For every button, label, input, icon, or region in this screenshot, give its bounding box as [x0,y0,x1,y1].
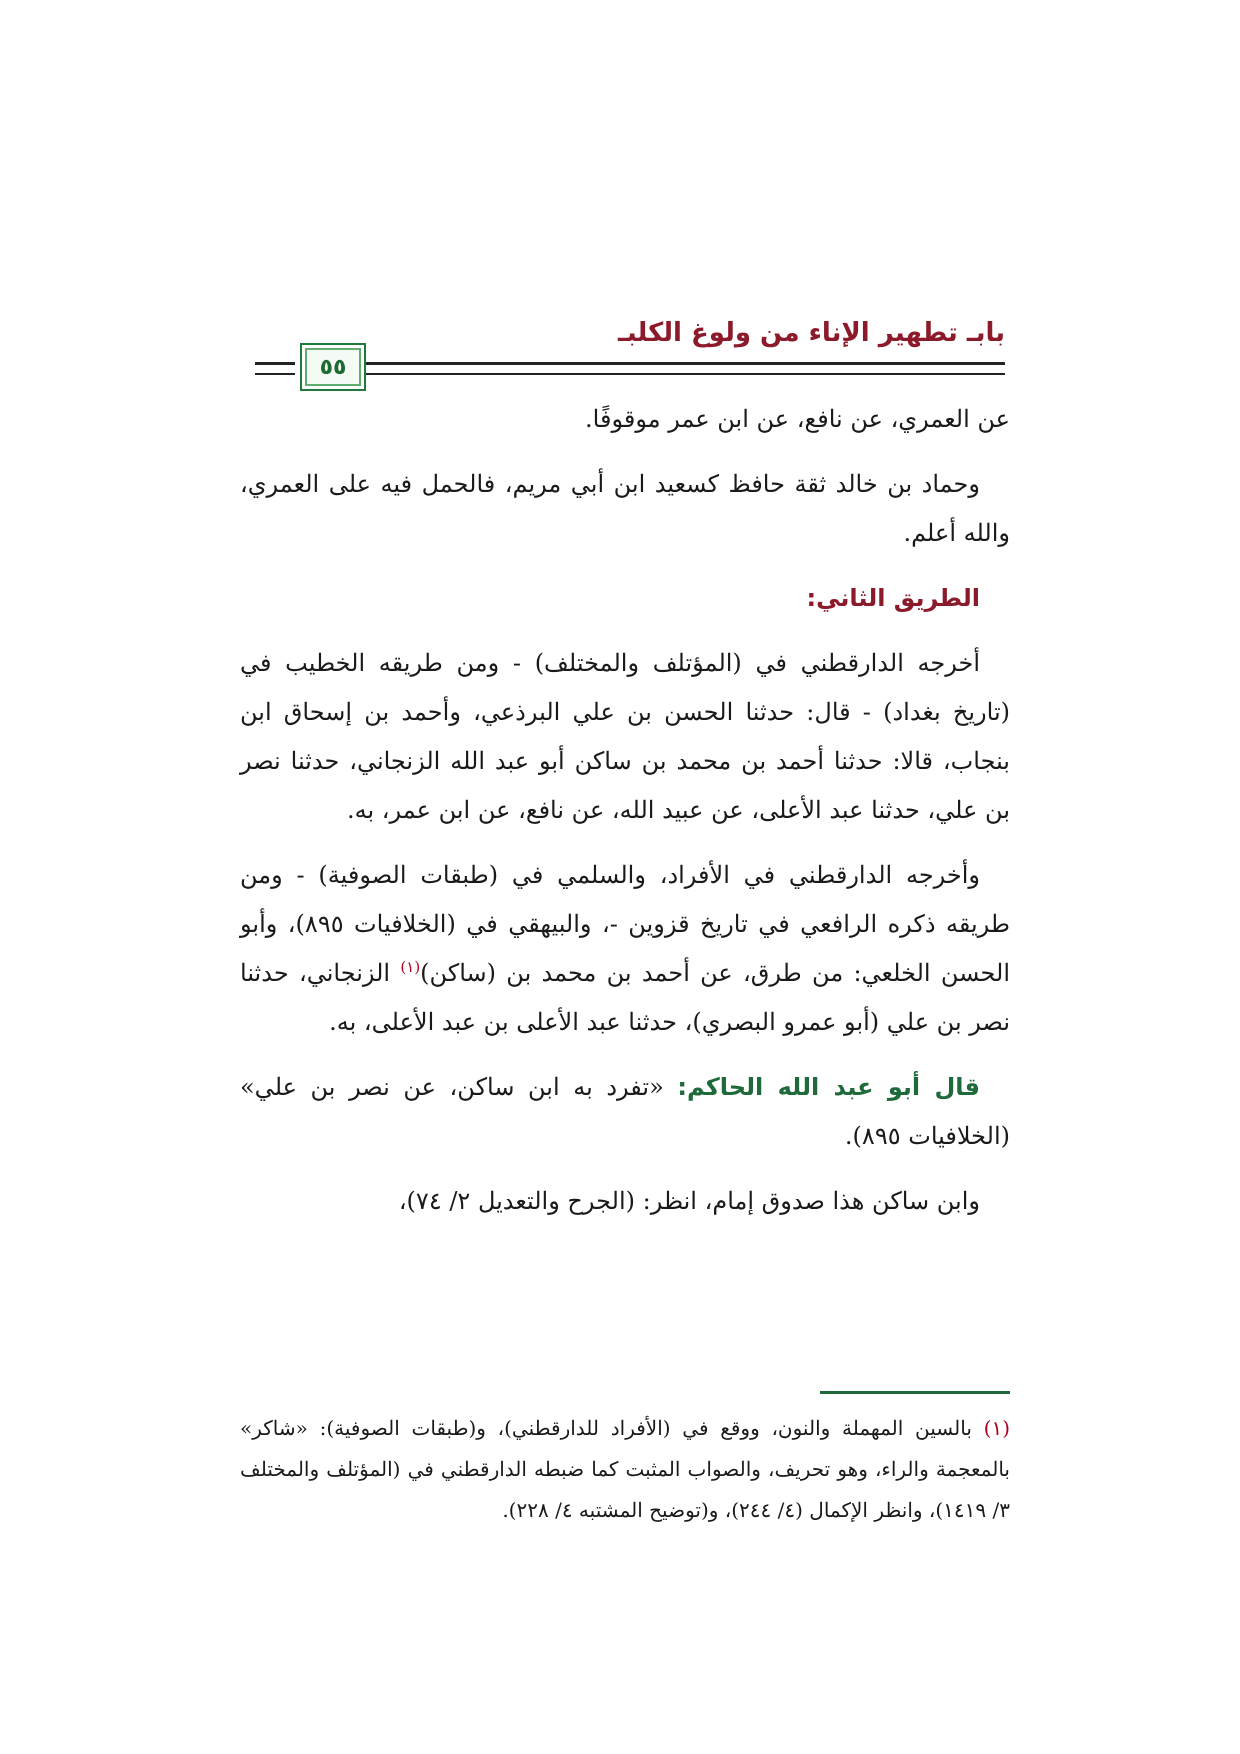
header-rule-left [255,362,295,375]
footnote-separator [820,1391,1010,1394]
paragraph-2: وحماد بن خالد ثقة حافظ كسعيد ابن أبي مريم، فالحمل فيه على العمري، والله أعلم. [240,470,1010,547]
paragraph-4-part-b: الزنجاني، حدثنا نصر بن علي (أبو عمرو البصري)، حدثنا عبد الأعلى بن عبد الأعلى، به. [240,959,1010,1036]
paragraph-5 [240,1063,1010,1161]
footnote-text: بالسين المهملة والنون، ووقع في (الأفراد للدارقطني)، و(طبقات الصوفية): «شاكر» بالمعجمة والراء، وهو تحريف، والصواب المثبت كما ضبطه الدارقطني في (المؤتلف والمختلف ٣/ ١٤١٩)، وانظر الإكمال (٤/ ٢٤٤)، و(توضيح المشتبه ٤/ ٢٢٨). [240,1416,1010,1522]
paragraph-4 [240,851,1010,1047]
header-rule-right [365,362,1005,375]
footnotes [240,1408,1010,1531]
footnote-number: (١) [983,1416,1010,1440]
chapter-title: بابـ تطهير الإناء من ولوغ الكلبـ [618,318,1005,348]
page-number: ٥٥ [319,354,347,380]
paragraph-6: وابن ساكن هذا صدوق إمام، انظر: (الجرح والتعديل ٢/ ٧٤)، [398,1187,980,1215]
page-number-badge [300,343,366,391]
footnote-1 [240,1408,1010,1531]
section-heading: الطريق الثاني: [806,584,980,612]
footnote-reference[interactable]: (١) [400,958,421,976]
quote-text: «تفرد به ابن ساكن، عن نصر بن علي» (الخلافيات ٨٩٥). [240,1073,1010,1150]
page-header [255,318,1005,378]
paragraph-1: عن العمري، عن نافع، عن ابن عمر موقوفًا. [585,405,1010,433]
paragraph-4-part-a: وأخرجه الدارقطني في الأفراد، والسلمي في (طبقات الصوفية) - ومن طريقه ذكره الرافعي في تاريخ قزوين -، والبيهقي في (الخلافيات ٨٩٥)، وأبو الحسن الخلعي: من طرق، عن أحمد بن محمد بن (ساكن) [240,861,1010,987]
paragraph-3: أخرجه الدارقطني في (المؤتلف والمختلف) - ومن طريقه الخطيب في (تاريخ بغداد) - قال: حدثنا الحسن بن علي البرذعي، وأحمد بن إسحاق ابن بنجاب، قالا: حدثنا أحمد بن محمد بن ساكن أبو عبد الله الزنجاني، حدثنا نصر بن علي، حدثنا عبد الأعلى، عن عبيد الله، عن نافع، عن ابن عمر، به. [240,649,1010,824]
main-text [240,395,1010,1242]
quote-attribution: قال أبو عبد الله الحاكم: [677,1073,981,1101]
